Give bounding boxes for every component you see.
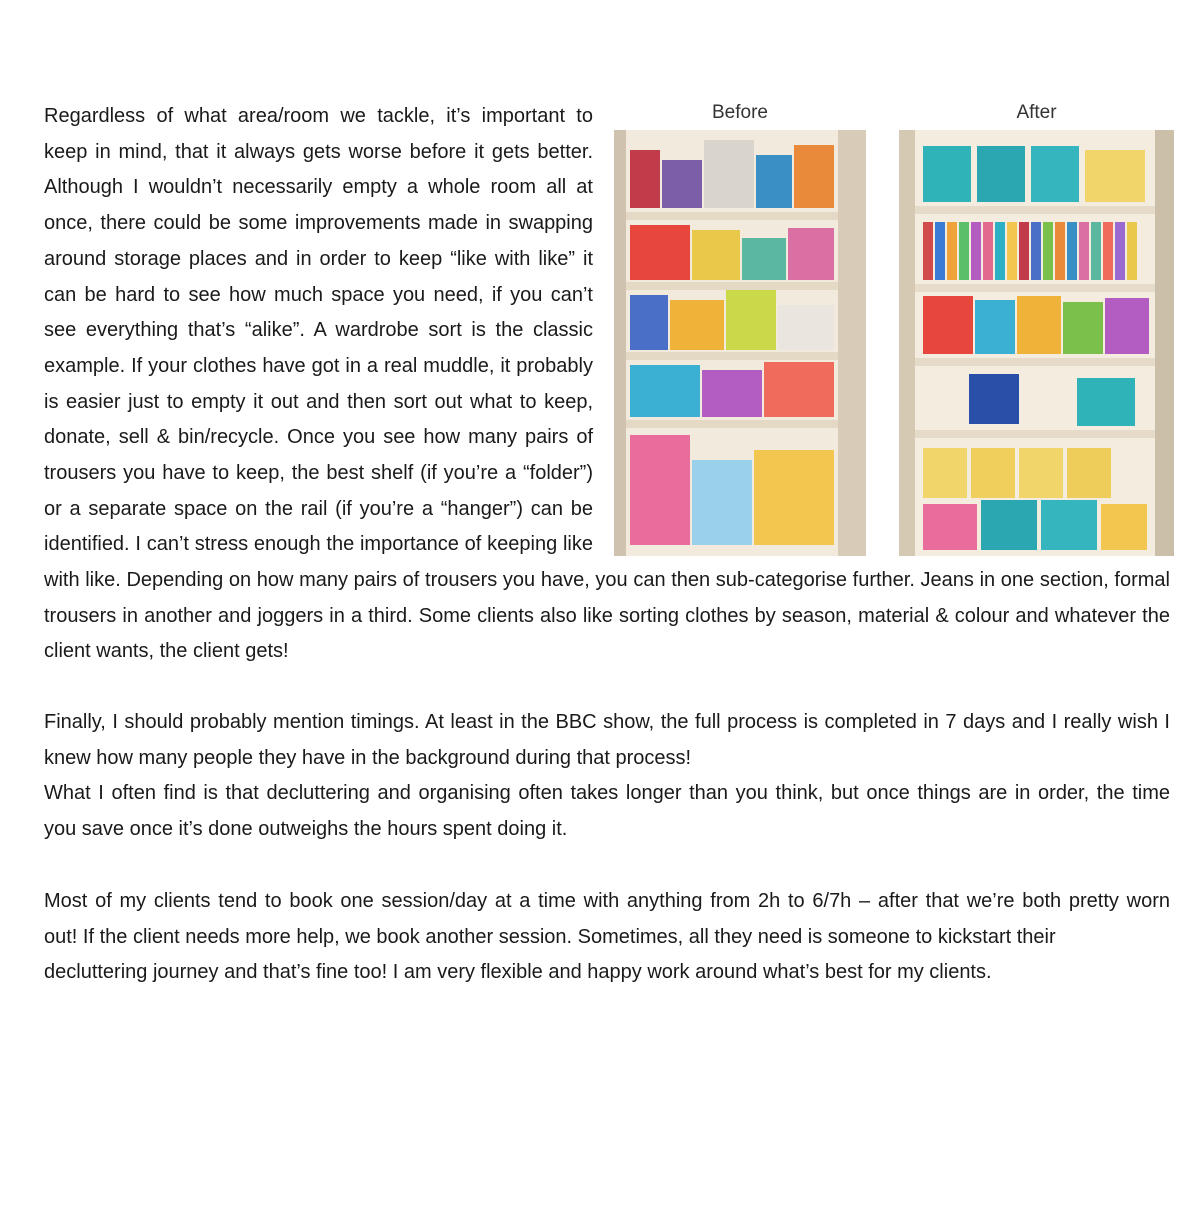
paragraph-2 bbox=[44, 705, 1170, 848]
text-line: around storage places and in order to keep “like with like” it bbox=[44, 247, 593, 270]
after-caption: After bbox=[1016, 102, 1057, 123]
text-line: with like. Depending on how many pairs of trousers you have, you can then sub-categorise further. Jeans in one section, formal bbox=[44, 569, 1170, 591]
before-after-photos bbox=[614, 100, 1174, 558]
text-line: out! If the client needs more help, we book another session. Sometimes, all they need is someone to kickstart their bbox=[44, 925, 1056, 948]
before-photo bbox=[614, 130, 866, 556]
before-caption: Before bbox=[712, 102, 768, 123]
text-line: donate, sell & bin/recycle. Once you see how many pairs of bbox=[44, 426, 593, 449]
text-line: Regardless of what area/room we tackle, it’s important to bbox=[44, 105, 593, 127]
text-line: What I often find is that decluttering and organising often takes longer than you think, but once things are in order, the time bbox=[44, 782, 1170, 805]
paragraph-3 bbox=[44, 884, 1170, 991]
text-line: identified. I can’t stress enough the importance of keeping like bbox=[44, 533, 593, 556]
after-photo bbox=[899, 130, 1174, 556]
text-line: once, there could be some improvements made in swapping bbox=[44, 212, 593, 235]
paragraph-1-continued bbox=[44, 563, 1170, 670]
text-line: trousers you have to keep, the best shelf (if you’re a “folder”) bbox=[44, 462, 593, 485]
text-line: or a separate space on the rail (if you’re a “hanger”) can be bbox=[44, 497, 593, 520]
text-line: decluttering journey and that’s fine too! I am very flexible and happy work around what’s best for my clients. bbox=[44, 961, 992, 984]
text-line: Although I wouldn’t necessarily empty a whole room all at bbox=[44, 176, 593, 199]
text-line: Most of my clients tend to book one session/day at a time with anything from 2h to 6/7h – after that we’re both pretty worn bbox=[44, 890, 1170, 912]
text-line: see everything that’s “alike”. A wardrobe sort is the classic bbox=[44, 319, 593, 342]
text-line: is easier just to empty it out and then sort out what to keep, bbox=[44, 390, 593, 413]
text-line: trousers in another and joggers in a third. Some clients also like sorting clothes by season, material & colour and whatever the bbox=[44, 604, 1170, 627]
text-line: keep in mind, that it always gets worse before it gets better. bbox=[44, 140, 593, 163]
text-line: example. If your clothes have got in a real muddle, it probably bbox=[44, 354, 593, 377]
paragraph-1-wrapped bbox=[44, 99, 593, 563]
text-line: can be hard to see how much space you need, if you can’t bbox=[44, 283, 593, 306]
text-line: Finally, I should probably mention timings. At least in the BBC show, the full process is completed in 7 days and I really wish I bbox=[44, 711, 1170, 733]
text-line: knew how many people they have in the background during that process! bbox=[44, 746, 692, 769]
text-line: you save once it’s done outweighs the hours spent doing it. bbox=[44, 818, 568, 841]
text-line: client wants, the client gets! bbox=[44, 640, 289, 663]
